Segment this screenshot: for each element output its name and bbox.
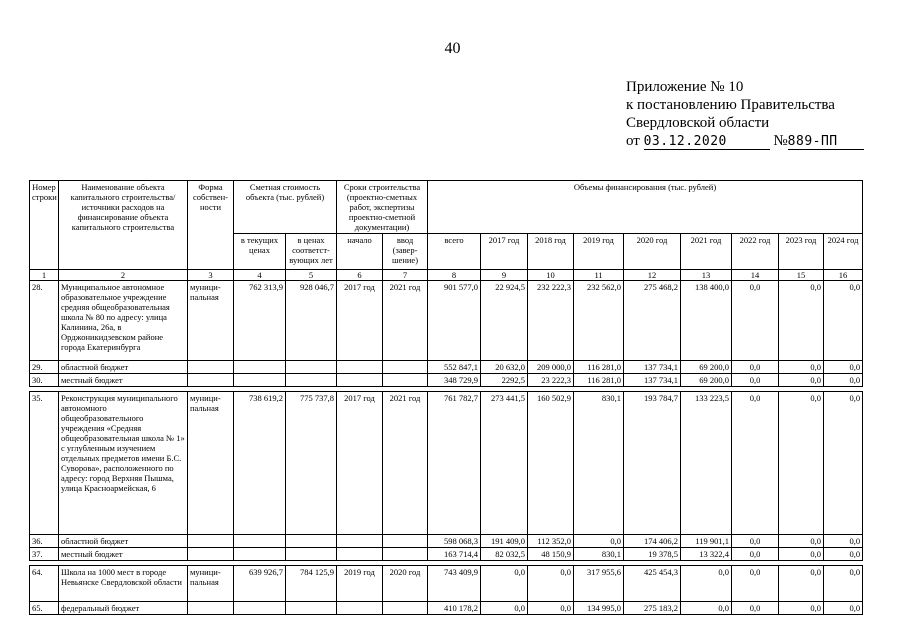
column-number: 13 (681, 270, 732, 281)
table-body (30, 270, 863, 615)
cell-y2019: 116 281,0 (574, 374, 624, 387)
cell-y2021: 69 200,0 (681, 374, 732, 387)
cell-total: 743 409,9 (428, 566, 481, 602)
cell-no: 30. (30, 374, 59, 387)
cell-current (234, 548, 286, 561)
cell-y2020: 137 734,1 (624, 374, 681, 387)
cell-name: областной бюджет (59, 535, 188, 548)
cell-total: 901 577,0 (428, 281, 481, 361)
cell-y2024: 0,0 (824, 361, 863, 374)
table-row (30, 392, 863, 535)
cell-start (337, 548, 383, 561)
cell-name: Муниципальное автономное образовательное учреждение средняя общеобразовательная школа № 80 по адресу: улица Калинина, 26а, в Орджоникидзевском районе города Екатеринбурга (59, 281, 188, 361)
cell-y2020: 174 406,2 (624, 535, 681, 548)
cell-y2018: 0,0 (528, 602, 574, 615)
cell-corresponding (286, 602, 337, 615)
cell-y2019: 830,1 (574, 392, 624, 535)
column-numbers-row (30, 270, 863, 281)
cell-ownership: муници-пальная (188, 566, 234, 602)
cell-ownership (188, 361, 234, 374)
cell-y2018: 23 222,3 (528, 374, 574, 387)
header-2018: 2018 год (528, 234, 574, 270)
cell-y2024: 0,0 (824, 566, 863, 602)
cell-name: местный бюджет (59, 548, 188, 561)
cell-y2021: 133 223,5 (681, 392, 732, 535)
cell-y2018: 232 222,3 (528, 281, 574, 361)
cell-y2019: 0,0 (574, 535, 624, 548)
cell-total: 410 178,2 (428, 602, 481, 615)
appendix-authority: Свердловской области (626, 115, 770, 131)
header-financing: Объемы финансирования (тыс. рублей) (428, 181, 863, 234)
cell-y2024: 0,0 (824, 392, 863, 535)
cell-no: 65. (30, 602, 59, 615)
header-ownership: Форма собствен-ности (188, 181, 234, 270)
column-number: 10 (528, 270, 574, 281)
column-number: 3 (188, 270, 234, 281)
cell-y2018: 209 000,0 (528, 361, 574, 374)
column-number: 1 (30, 270, 59, 281)
cell-y2024: 0,0 (824, 281, 863, 361)
header-2024: 2024 год (824, 234, 863, 270)
column-number: 4 (234, 270, 286, 281)
cell-y2017: 273 441,5 (481, 392, 528, 535)
header-start: начало (337, 234, 383, 270)
cell-current (234, 374, 286, 387)
date-prefix: от (626, 133, 640, 149)
header-2022: 2022 год (732, 234, 779, 270)
cell-y2021: 119 901,1 (681, 535, 732, 548)
cell-current: 738 619,2 (234, 392, 286, 535)
cell-name: областной бюджет (59, 361, 188, 374)
cell-y2020: 425 454,3 (624, 566, 681, 602)
cell-start (337, 535, 383, 548)
header-2020: 2020 год (624, 234, 681, 270)
cell-start (337, 602, 383, 615)
cell-no: 29. (30, 361, 59, 374)
cell-y2022: 0,0 (732, 602, 779, 615)
cell-y2017: 82 032,5 (481, 548, 528, 561)
cell-y2022: 0,0 (732, 548, 779, 561)
header-total: всего (428, 234, 481, 270)
cell-y2021: 0,0 (681, 566, 732, 602)
table-row (30, 374, 863, 387)
cell-current (234, 361, 286, 374)
column-number: 7 (383, 270, 428, 281)
cell-corresponding (286, 361, 337, 374)
table-row (30, 535, 863, 548)
column-number: 11 (574, 270, 624, 281)
cell-name: Реконструкция муниципального автономного общеобразовательного учреждения «Средняя общеобразовательная школа № 1» с углубленным изучением отдельных предметов имени Б.С. Суворова», расположенного по адресу: город Верхняя Пышма, улица Красноармейская, 6 (59, 392, 188, 535)
header-2021: 2021 год (681, 234, 732, 270)
cell-corresponding: 928 046,7 (286, 281, 337, 361)
appendix-title: Приложение № 10 (626, 79, 744, 95)
cell-start (337, 374, 383, 387)
cell-y2020: 275 468,2 (624, 281, 681, 361)
cell-y2023: 0,0 (779, 548, 824, 561)
cell-name: Школа на 1000 мест в городе Невьянске Свердловской области (59, 566, 188, 602)
header-row-no: Номер строки (30, 181, 59, 270)
cell-y2017: 0,0 (481, 602, 528, 615)
header-2019: 2019 год (574, 234, 624, 270)
cell-y2023: 0,0 (779, 535, 824, 548)
cell-y2022: 0,0 (732, 281, 779, 361)
column-number: 9 (481, 270, 528, 281)
cell-ownership (188, 374, 234, 387)
cell-no: 35. (30, 392, 59, 535)
cell-y2019: 317 955,6 (574, 566, 624, 602)
cell-y2023: 0,0 (779, 281, 824, 361)
cell-total: 761 782,7 (428, 392, 481, 535)
column-number: 16 (824, 270, 863, 281)
cell-y2024: 0,0 (824, 602, 863, 615)
column-number: 8 (428, 270, 481, 281)
cell-start (337, 361, 383, 374)
cell-y2019: 134 995,0 (574, 602, 624, 615)
cell-y2024: 0,0 (824, 535, 863, 548)
column-number: 15 (779, 270, 824, 281)
cell-y2017: 2292,5 (481, 374, 528, 387)
cell-finish (383, 535, 428, 548)
cell-y2020: 275 183,2 (624, 602, 681, 615)
cell-y2023: 0,0 (779, 602, 824, 615)
cell-ownership: муници-пальная (188, 281, 234, 361)
cell-corresponding (286, 535, 337, 548)
cell-y2023: 0,0 (779, 361, 824, 374)
cell-total: 348 729,9 (428, 374, 481, 387)
header-corresponding-prices: в ценах соответст-вующих лет (286, 234, 337, 270)
cell-y2022: 0,0 (732, 392, 779, 535)
cell-y2021: 0,0 (681, 602, 732, 615)
cell-total: 552 847,1 (428, 361, 481, 374)
cell-y2017: 22 924,5 (481, 281, 528, 361)
cell-y2018: 112 352,0 (528, 535, 574, 548)
table-row (30, 602, 863, 615)
appendix-resolution: к постановлению Правительства (626, 97, 835, 113)
header-object-name: Наименование объекта капитального строительства/ источники расходов на финансирование объекта капитального строительства (59, 181, 188, 270)
cell-y2022: 0,0 (732, 566, 779, 602)
cell-total: 598 068,3 (428, 535, 481, 548)
cell-start: 2019 год (337, 566, 383, 602)
cell-y2021: 138 400,0 (681, 281, 732, 361)
page-number: 40 (444, 40, 461, 57)
header-finish: ввод (завер-шение) (383, 234, 428, 270)
header-current-prices: в текущих ценах (234, 234, 286, 270)
column-number: 2 (59, 270, 188, 281)
cell-y2020: 193 784,7 (624, 392, 681, 535)
resolution-date: 03.12.2020 (644, 134, 770, 150)
cell-y2018: 48 150,9 (528, 548, 574, 561)
cell-corresponding: 775 737,8 (286, 392, 337, 535)
cell-y2017: 0,0 (481, 566, 528, 602)
cell-y2024: 0,0 (824, 374, 863, 387)
cell-ownership: муници-пальная (188, 392, 234, 535)
cell-corresponding: 784 125,9 (286, 566, 337, 602)
cell-y2023: 0,0 (779, 566, 824, 602)
cell-y2020: 137 734,1 (624, 361, 681, 374)
cell-finish (383, 548, 428, 561)
cell-ownership (188, 602, 234, 615)
cell-ownership (188, 548, 234, 561)
cell-finish (383, 361, 428, 374)
cell-finish: 2021 год (383, 281, 428, 361)
cell-no: 37. (30, 548, 59, 561)
cell-start: 2017 год (337, 392, 383, 535)
column-number: 5 (286, 270, 337, 281)
table-row (30, 281, 863, 361)
cell-y2019: 830,1 (574, 548, 624, 561)
cell-no: 64. (30, 566, 59, 602)
cell-current (234, 602, 286, 615)
cell-corresponding (286, 374, 337, 387)
appendix-date-line (626, 132, 864, 150)
cell-y2021: 69 200,0 (681, 361, 732, 374)
cell-ownership (188, 535, 234, 548)
cell-finish: 2020 год (383, 566, 428, 602)
cell-finish: 2021 год (383, 392, 428, 535)
column-number: 6 (337, 270, 383, 281)
cell-name: федеральный бюджет (59, 602, 188, 615)
cell-current: 639 926,7 (234, 566, 286, 602)
resolution-number: 889-ПП (788, 134, 864, 150)
cell-y2017: 191 409,0 (481, 535, 528, 548)
cell-y2022: 0,0 (732, 535, 779, 548)
financing-table (29, 180, 863, 615)
cell-total: 163 714,4 (428, 548, 481, 561)
header-2023: 2023 год (779, 234, 824, 270)
appendix-header (626, 78, 864, 150)
column-number: 12 (624, 270, 681, 281)
column-number: 14 (732, 270, 779, 281)
cell-y2019: 232 562,0 (574, 281, 624, 361)
cell-y2021: 13 322,4 (681, 548, 732, 561)
cell-name: местный бюджет (59, 374, 188, 387)
cell-y2022: 0,0 (732, 374, 779, 387)
table-row (30, 548, 863, 561)
cell-current (234, 535, 286, 548)
cell-corresponding (286, 548, 337, 561)
header-terms: Сроки строительства (проектно-сметных работ, экспертизы проектно-сметной документации) (337, 181, 428, 234)
cell-y2019: 116 281,0 (574, 361, 624, 374)
cell-y2018: 0,0 (528, 566, 574, 602)
cell-y2024: 0,0 (824, 548, 863, 561)
cell-finish (383, 374, 428, 387)
header-estimated-cost: Сметная стоимость объекта (тыс. рублей) (234, 181, 337, 234)
cell-no: 36. (30, 535, 59, 548)
cell-y2017: 20 632,0 (481, 361, 528, 374)
cell-no: 28. (30, 281, 59, 361)
header-2017: 2017 год (481, 234, 528, 270)
cell-y2020: 19 378,5 (624, 548, 681, 561)
cell-finish (383, 602, 428, 615)
cell-current: 762 313,9 (234, 281, 286, 361)
cell-y2018: 160 502,9 (528, 392, 574, 535)
table-row (30, 566, 863, 602)
table-row (30, 361, 863, 374)
cell-start: 2017 год (337, 281, 383, 361)
number-prefix: № (773, 133, 788, 149)
cell-y2023: 0,0 (779, 392, 824, 535)
cell-y2023: 0,0 (779, 374, 824, 387)
cell-y2022: 0,0 (732, 361, 779, 374)
